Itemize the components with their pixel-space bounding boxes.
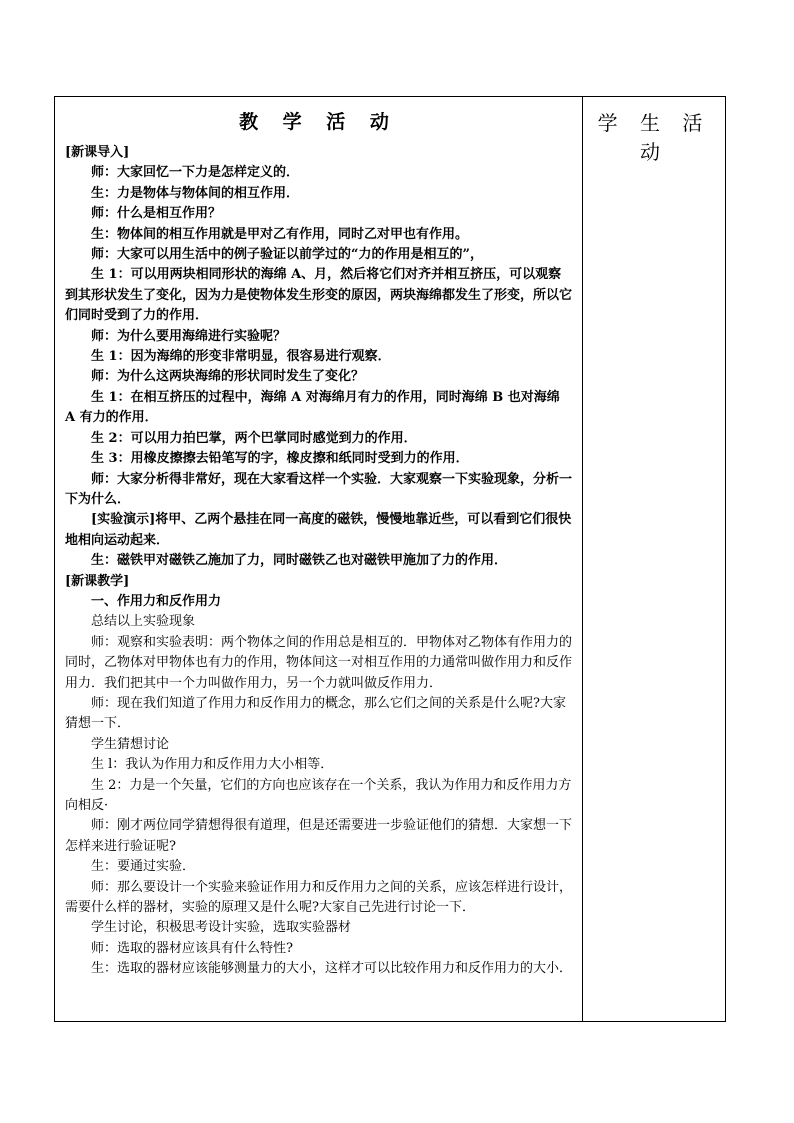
paragraph: 师：为什么这两块海绵的形状同时发生了变化？ (91, 369, 365, 385)
paragraph: 生：选取的器材应该能够测量力的大小，这样才可以比较作用力和反作用力的大小． (91, 961, 573, 977)
paragraph: 一、作用力和反作用力 (91, 593, 222, 609)
lesson-table (54, 96, 726, 1022)
paragraph: 生 2：力是一个矢量，它们的方向也应该存在一个关系，我认为作用力和反作用力方向相反· (65, 777, 572, 813)
paragraph: 学生猜想讨论 (91, 736, 170, 752)
teacher-activity-column (55, 97, 582, 1021)
paragraph: 师：大家分析得非常好，现在大家看这样一个实验．大家观察一下实验现象，分析一下为什么． (65, 471, 573, 507)
paragraph: 师：那么要设计一个实验来验证作用力和反作用力之间的关系，应该怎样进行设计，需要什么样的器材，实验的原理又是什么呢?大家自己先进行讨论一下． (65, 879, 573, 916)
paragraph: 生 1：因为海绵的形变非常明显，很容易进行观察． (91, 349, 391, 365)
paragraph: 师：什么是相互作用？ (91, 206, 222, 222)
paragraph: 师：刚才两位同学猜想得很有道理，但是还需要进一步验证他们的猜想．大家想一下怎样来进行验证呢? (65, 818, 573, 854)
paragraph: 师：大家回忆一下力是怎样定义的． (91, 165, 300, 181)
paragraph: [实验演示]将甲、乙两个悬挂在同一高度的磁铁，慢慢地靠近些，可以看到它们很快地相向运动起来． (65, 512, 572, 548)
paragraph: 总结以上实验现象 (91, 614, 196, 630)
paragraph: 师：为什么要用海绵进行实验呢？ (91, 328, 287, 344)
paragraph: 生：力是物体与物体间的相互作用． (91, 185, 300, 201)
paragraph: 生：要通过实验． (91, 859, 196, 875)
student-activity-column (583, 97, 725, 1021)
paragraph: 生 3：用橡皮擦擦去铅笔写的字，橡皮擦和纸同时受到力的作用． (91, 451, 469, 467)
paragraph: 师：现在我们知道了作用力和反作用力的概念，那么它们之间的关系是什么呢?大家猜想一下． (65, 695, 566, 732)
paragraph: 学生讨论，积极思考设计实验，选取实验器材 (91, 920, 352, 936)
paragraph: 生 2：可以用力拍巴掌，两个巴掌同时感觉到力的作用． (91, 430, 417, 446)
student-activity-header: 学 生 活 动 (597, 111, 711, 164)
paragraph: 生 1：在相互挤压的过程中，海绵 A 对海绵月有力的作用，同时海绵 B 也对海绵 A 有力的作用． (65, 389, 560, 426)
paragraph: 生 1：可以用两块相同形状的海绵 A、月，然后将它们对齐并相互挤压，可以观察到其形状发生了变化，因为力是使物体发生形变的原因，两块海绵都发生了形变，所以它们同时受到了力的作用． (65, 267, 573, 324)
paragraph: 师：大家可以用生活中的例子验证以前学过的“力的作用是相互的”， (91, 247, 483, 263)
paragraph: 生：物体间的相互作用就是甲对乙有作用，同时乙对甲也有作用。 (91, 226, 469, 242)
paragraph: 生：磁铁甲对磁铁乙施加了力，同时磁铁乙也对磁铁甲施加了力的作用． (91, 553, 508, 569)
teacher-activity-header: 教 学 活 动 (239, 111, 398, 133)
paragraph: 师：观察和实验表明：两个物体之间的作用总是相互的．甲物体对乙物体有作用力的同时，乙物体对甲物体也有力的作用，物体间这一对相互作用的力通常叫做作用力和反作用力．我们把其中一个力叫做作用力，另一个力就叫做反作用力． (65, 634, 573, 691)
paragraph: [新课导入] (65, 145, 130, 160)
paragraph: 生 l：我认为作用力和反作用力大小相等． (91, 757, 334, 773)
teacher-activity-content (65, 143, 572, 980)
paragraph: 师：选取的器材应该具有什么特性? (91, 940, 293, 956)
paragraph: [新课教学] (65, 573, 130, 589)
